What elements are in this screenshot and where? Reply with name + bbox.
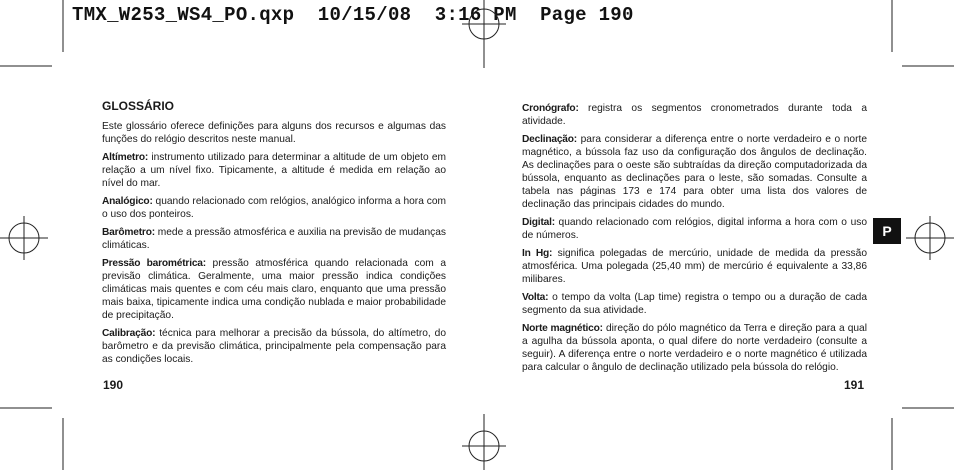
glossary-term: In Hg: — [522, 248, 553, 259]
right-page-column — [522, 102, 867, 379]
glossary-entry — [102, 327, 446, 366]
glossary-term: Altímetro: — [102, 152, 149, 163]
left-page-column — [102, 100, 446, 371]
glossary-entry — [102, 257, 446, 322]
glossary-definition: quando relacionado com relógios, digital informa a hora com o uso de números. — [522, 217, 867, 241]
right-page-number: 191 — [844, 378, 865, 392]
glossary-definition: técnica para melhorar a precisão da bússola, do altímetro, do barômetro e da previsão climática, principalmente pela compensação para as condições locais. — [102, 328, 446, 365]
glossary-definition: registra os segmentos cronometrados durante toda a atividade. — [522, 103, 867, 127]
glossary-term: Analógico: — [102, 196, 153, 207]
glossary-definition: quando relacionado com relógios, analógico informa a hora com o uso dos ponteiros. — [102, 196, 446, 220]
glossary-term: Declinação: — [522, 134, 577, 145]
glossary-entry — [522, 133, 867, 211]
glossary-entry — [522, 291, 867, 317]
glossary-entry — [522, 216, 867, 242]
glossary-intro: Este glossário oferece definições para alguns dos recursos e algumas das funções do relógio descritos neste manual. — [102, 121, 446, 145]
file-slug-line: TMX_W253_WS4_PO.qxp 10/15/08 3:16 PM Page 190 — [72, 4, 634, 26]
glossary-entry — [522, 247, 867, 286]
glossary-term: Calibração: — [102, 328, 156, 339]
glossary-term: Volta: — [522, 292, 549, 303]
glossary-entry — [102, 151, 446, 190]
left-page-number: 190 — [103, 378, 124, 392]
glossary-definition: para considerar a diferença entre o norte verdadeiro e o norte magnético, a bússola faz uso da configuração dos ângulos de declinação. As declinações para o oeste são subtraídas da direção computadorizada da bússola, enquanto as declinações para o leste, são somadas. Consulte a tabela nas páginas 173 e 174 para obter uma lista dos valores de declinação das principais cidades do mundo. — [522, 134, 867, 210]
glossary-heading: GLOSSÁRIO — [102, 99, 175, 113]
glossary-entry — [522, 102, 867, 128]
glossary-definition: mede a pressão atmosférica e auxilia na previsão de mudanças climáticas. — [102, 227, 446, 251]
glossary-term: Pressão barométrica: — [102, 258, 206, 269]
glossary-term: Digital: — [522, 217, 555, 228]
glossary-definition: significa polegadas de mercúrio, unidade de medida da pressão atmosférica. Uma polegada (25,40 mm) de mercúrio é equivalente a 33,86 milibares. — [522, 248, 867, 285]
glossary-term: Norte magnético: — [522, 323, 603, 334]
glossary-definition: direção do pólo magnético da Terra e direção para a qual a agulha da bússola aponta, o qual difere do norte verdadeiro (consulte a seguir). A diferença entre o norte verdadeiro e o norte magnético é utilizada para calcular o ângulo de declinação utilizado pela bússola do relógio. — [522, 323, 867, 373]
glossary-entry — [522, 322, 867, 374]
glossary-term: Cronógrafo: — [522, 103, 579, 114]
glossary-definition: instrumento utilizado para determinar a altitude de um objeto em relação a um nível fixo. Tipicamente, a altitude é medida em relação ao nível do mar. — [102, 152, 446, 189]
glossary-definition: o tempo da volta (Lap time) registra o tempo ou a duração de cada segmento da sua atividade. — [522, 292, 867, 316]
glossary-term: Barômetro: — [102, 227, 155, 238]
glossary-definition: pressão atmosférica quando relacionada com a previsão climática. Geralmente, uma maior pressão indica condições climáticas mais quentes e com céu mais claro, enquanto que uma pressão mais baixa, tipicamente indica uma condição nublada e maior probabilidade de precipitação. — [102, 258, 446, 321]
glossary-entry — [102, 226, 446, 252]
language-section-tab: P — [873, 218, 901, 244]
glossary-entry — [102, 195, 446, 221]
